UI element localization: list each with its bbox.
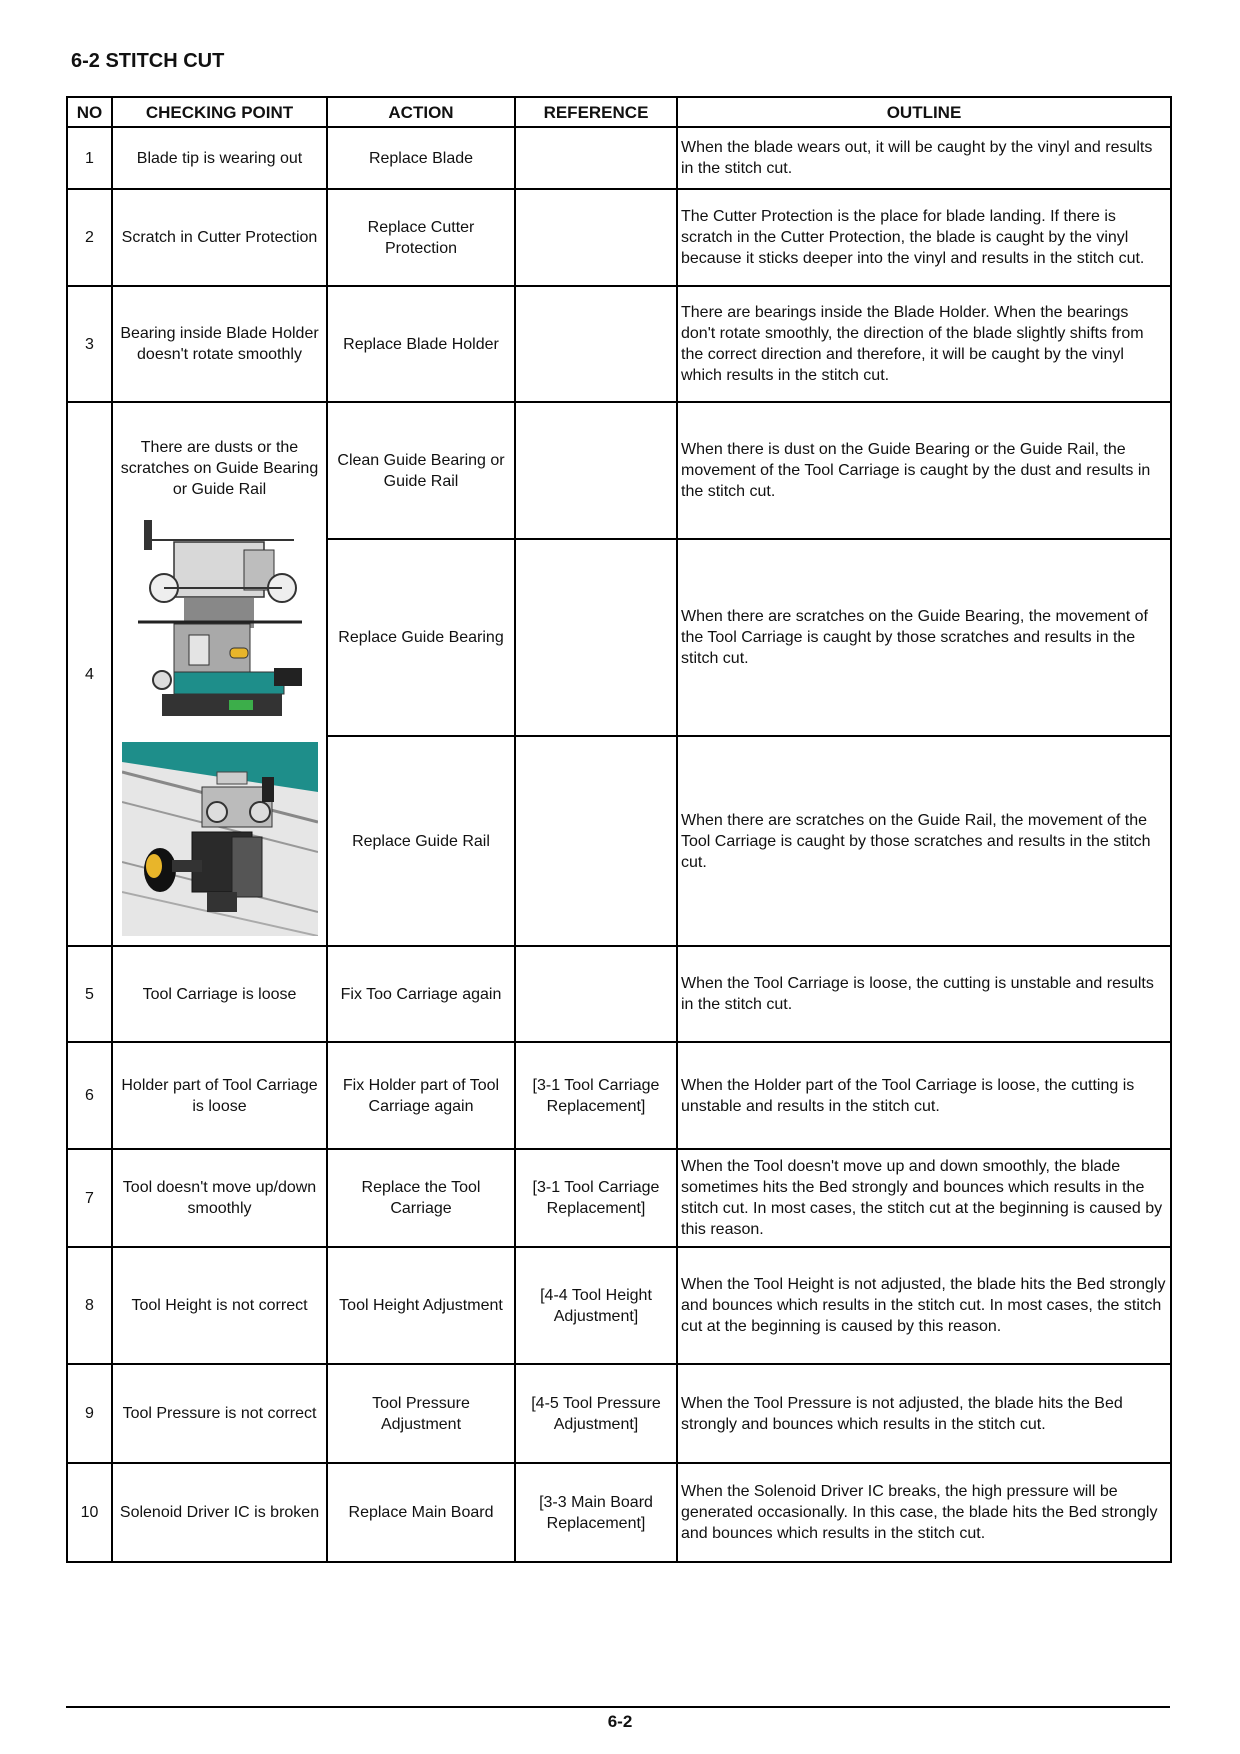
table-row xyxy=(67,1042,1171,1149)
table-row xyxy=(67,402,1171,539)
reference: [3-1 Tool Carriage Replacement] xyxy=(515,1149,677,1247)
checking-point: Blade tip is wearing out xyxy=(112,127,327,189)
checking-point: Tool Carriage is loose xyxy=(112,946,327,1042)
header-checking-point: CHECKING POINT xyxy=(112,97,327,127)
reference: [3-1 Tool Carriage Replacement] xyxy=(515,1042,677,1149)
action: Replace Main Board xyxy=(327,1463,515,1562)
table-row xyxy=(67,946,1171,1042)
outline: When there are scratches on the Guide Bearing, the movement of the Tool Carriage is caught by those scratches and results in the stitch cut. xyxy=(677,539,1171,736)
guide-rail-image xyxy=(122,742,318,936)
header-no: NO xyxy=(67,97,112,127)
reference xyxy=(515,189,677,286)
row-number: 1 xyxy=(67,127,112,189)
checking-point: There are dusts or the scratches on Guide Bearing or Guide Rail xyxy=(120,439,319,498)
action: Replace Guide Bearing xyxy=(327,539,515,736)
reference: [3-3 Main Board Replacement] xyxy=(515,1463,677,1562)
footer-rule xyxy=(66,1706,1170,1708)
checking-point: Tool Pressure is not correct xyxy=(112,1364,327,1463)
table-row xyxy=(67,1247,1171,1364)
table-row xyxy=(67,127,1171,189)
table-row xyxy=(67,189,1171,286)
action: Fix Too Carriage again xyxy=(327,946,515,1042)
row-number: 10 xyxy=(67,1463,112,1562)
reference xyxy=(515,127,677,189)
reference xyxy=(515,286,677,402)
header-outline: OUTLINE xyxy=(677,97,1171,127)
action: Tool Height Adjustment xyxy=(327,1247,515,1364)
outline: There are bearings inside the Blade Holder. When the bearings don't rotate smoothly, the direction of the blade slightly shifts from the correct direction and therefore, it will be caught by the vinyl which results in the stitch cut. xyxy=(677,286,1171,402)
reference xyxy=(515,539,677,736)
stitch-cut-table xyxy=(66,96,1172,1563)
checking-point: Tool doesn't move up/down smoothly xyxy=(112,1149,327,1247)
table-header-row xyxy=(67,97,1171,127)
table-row xyxy=(67,1463,1171,1562)
outline: When there are scratches on the Guide Rail, the movement of the Tool Carriage is caught by those scratches and results in the stitch cut. xyxy=(677,736,1171,946)
outline: When there is dust on the Guide Bearing or the Guide Rail, the movement of the Tool Carriage is caught by the dust and results in the stitch cut. xyxy=(677,402,1171,539)
outline: When the blade wears out, it will be caught by the vinyl and results in the stitch cut. xyxy=(677,127,1171,189)
page-number: 6-2 xyxy=(607,1712,633,1731)
header-reference: REFERENCE xyxy=(515,97,677,127)
row-number: 9 xyxy=(67,1364,112,1463)
outline: When the Tool doesn't move up and down smoothly, the blade sometimes hits the Bed strongly and bounces which results in the stitch cut. In most cases, the stitch cut at the beginning is caused by this reason. xyxy=(677,1149,1171,1247)
outline: When the Tool Carriage is loose, the cutting is unstable and results in the stitch cut. xyxy=(677,946,1171,1042)
reference xyxy=(515,402,677,539)
checking-point: Holder part of Tool Carriage is loose xyxy=(112,1042,327,1149)
reference: [4-4 Tool Height Adjustment] xyxy=(515,1247,677,1364)
row-number: 8 xyxy=(67,1247,112,1364)
action: Replace Blade xyxy=(327,127,515,189)
page-title: 6-2 STITCH CUT xyxy=(71,50,225,72)
reference xyxy=(515,736,677,946)
action: Replace Cutter Protection xyxy=(327,189,515,286)
action: Replace the Tool Carriage xyxy=(327,1149,515,1247)
checking-point: Tool Height is not correct xyxy=(112,1247,327,1364)
tool-carriage-image xyxy=(134,520,306,726)
action: Tool Pressure Adjustment xyxy=(327,1364,515,1463)
outline: When the Solenoid Driver IC breaks, the high pressure will be generated occasionally. In this case, the blade hits the Bed strongly and bounces which results in the stitch cut. xyxy=(677,1463,1171,1562)
row-number: 7 xyxy=(67,1149,112,1247)
reference xyxy=(515,946,677,1042)
table-row xyxy=(67,1149,1171,1247)
row-number: 2 xyxy=(67,189,112,286)
action: Replace Blade Holder xyxy=(327,286,515,402)
table-row xyxy=(67,1364,1171,1463)
row-number: 4 xyxy=(67,402,112,946)
checking-point: Scratch in Cutter Protection xyxy=(112,189,327,286)
outline: When the Tool Pressure is not adjusted, the blade hits the Bed strongly and bounces which results in the stitch cut. xyxy=(677,1364,1171,1463)
action: Replace Guide Rail xyxy=(327,736,515,946)
checking-point-with-images xyxy=(112,402,327,946)
outline: When the Holder part of the Tool Carriage is loose, the cutting is unstable and results in the stitch cut. xyxy=(677,1042,1171,1149)
outline: The Cutter Protection is the place for blade landing. If there is scratch in the Cutter Protection, the blade is caught by the vinyl because it sticks deeper into the vinyl and results in the stitch cut. xyxy=(677,189,1171,286)
checking-point: Bearing inside Blade Holder doesn't rotate smoothly xyxy=(112,286,327,402)
row-number: 3 xyxy=(67,286,112,402)
checking-point: Solenoid Driver IC is broken xyxy=(112,1463,327,1562)
outline: When the Tool Height is not adjusted, the blade hits the Bed strongly and bounces which results in the stitch cut. In most cases, the stitch cut at the beginning is caused by this reason. xyxy=(677,1247,1171,1364)
row-number: 5 xyxy=(67,946,112,1042)
table-row xyxy=(67,286,1171,402)
action: Clean Guide Bearing or Guide Rail xyxy=(327,402,515,539)
header-action: ACTION xyxy=(327,97,515,127)
reference: [4-5 Tool Pressure Adjustment] xyxy=(515,1364,677,1463)
row-number: 6 xyxy=(67,1042,112,1149)
action: Fix Holder part of Tool Carriage again xyxy=(327,1042,515,1149)
